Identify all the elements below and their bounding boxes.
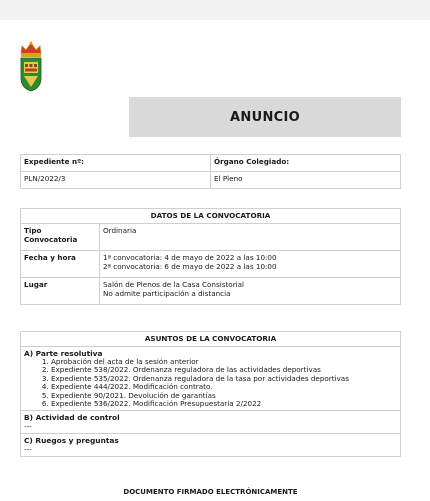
viewer-top-bar: [0, 0, 430, 20]
collegiate-body-value: El Pleno: [211, 172, 401, 189]
place-value: [100, 278, 401, 305]
electronic-signature-note: DOCUMENTO FIRMADO ELECTRÓNICAMENTE: [123, 488, 298, 496]
agenda-section-c: [21, 434, 401, 457]
agenda-item: 5. Expediente 90/2021. Devolución de garantías: [51, 392, 397, 400]
agenda-item: 3. Expediente 535/2022. Ordenanza reguladora de la tasa por actividades deportivas: [51, 375, 397, 383]
announcement-title: ANUNCIO: [129, 97, 401, 137]
type-value: Ordinaria: [100, 224, 401, 251]
coat-of-arms-icon: [17, 40, 45, 92]
file-number-value: PLN/2022/3: [21, 172, 211, 189]
section-a-title: A) Parte resolutiva: [24, 349, 103, 358]
agenda-item: 6. Expediente 536/2022. Modificación Presupuestaria 2/2022: [51, 400, 397, 408]
date-time-label: Fecha y hora: [21, 251, 100, 278]
agenda-item: 1. Aprobación del acta de la sesión anterior: [51, 358, 397, 366]
meeting-data-heading: DATOS DE LA CONVOCATORIA: [21, 209, 401, 224]
first-call-text: 1ª convocatoria: 4 de mayo de 2022 a las 10:00: [103, 253, 277, 262]
agenda-section-a: [21, 347, 401, 411]
place-label: Lugar: [21, 278, 100, 305]
second-call-text: 2ª convocatoria: 6 de mayo de 2022 a las 10:00: [103, 262, 277, 271]
file-number-label: Expediente nº:: [21, 155, 211, 172]
section-c-empty: ---: [24, 445, 32, 455]
date-time-value: [100, 251, 401, 278]
section-b-title: B) Actividad de control: [24, 413, 120, 423]
agenda-heading: ASUNTOS DE LA CONVOCATORIA: [21, 332, 401, 347]
section-a-list: [24, 358, 397, 408]
agenda-item: 4. Expediente 444/2022. Modificación contrato.: [51, 383, 397, 391]
file-info-table: [20, 154, 401, 189]
meeting-data-table: [20, 208, 401, 305]
agenda-item: 2. Expediente 538/2022. Ordenanza reguladora de las actividades deportivas: [51, 366, 397, 374]
agenda-section-b: [21, 411, 401, 434]
section-c-title: C) Ruegos y preguntas: [24, 436, 119, 446]
place-text: Salón de Plenos de la Casa Consistorial: [103, 280, 245, 289]
type-label: Tipo Convocatoria: [21, 224, 100, 251]
collegiate-body-label: Órgano Colegiado:: [211, 155, 401, 172]
agenda-table: [20, 331, 401, 457]
section-b-empty: ---: [24, 422, 32, 432]
remote-participation-text: No admite participación a distancia: [103, 289, 231, 298]
